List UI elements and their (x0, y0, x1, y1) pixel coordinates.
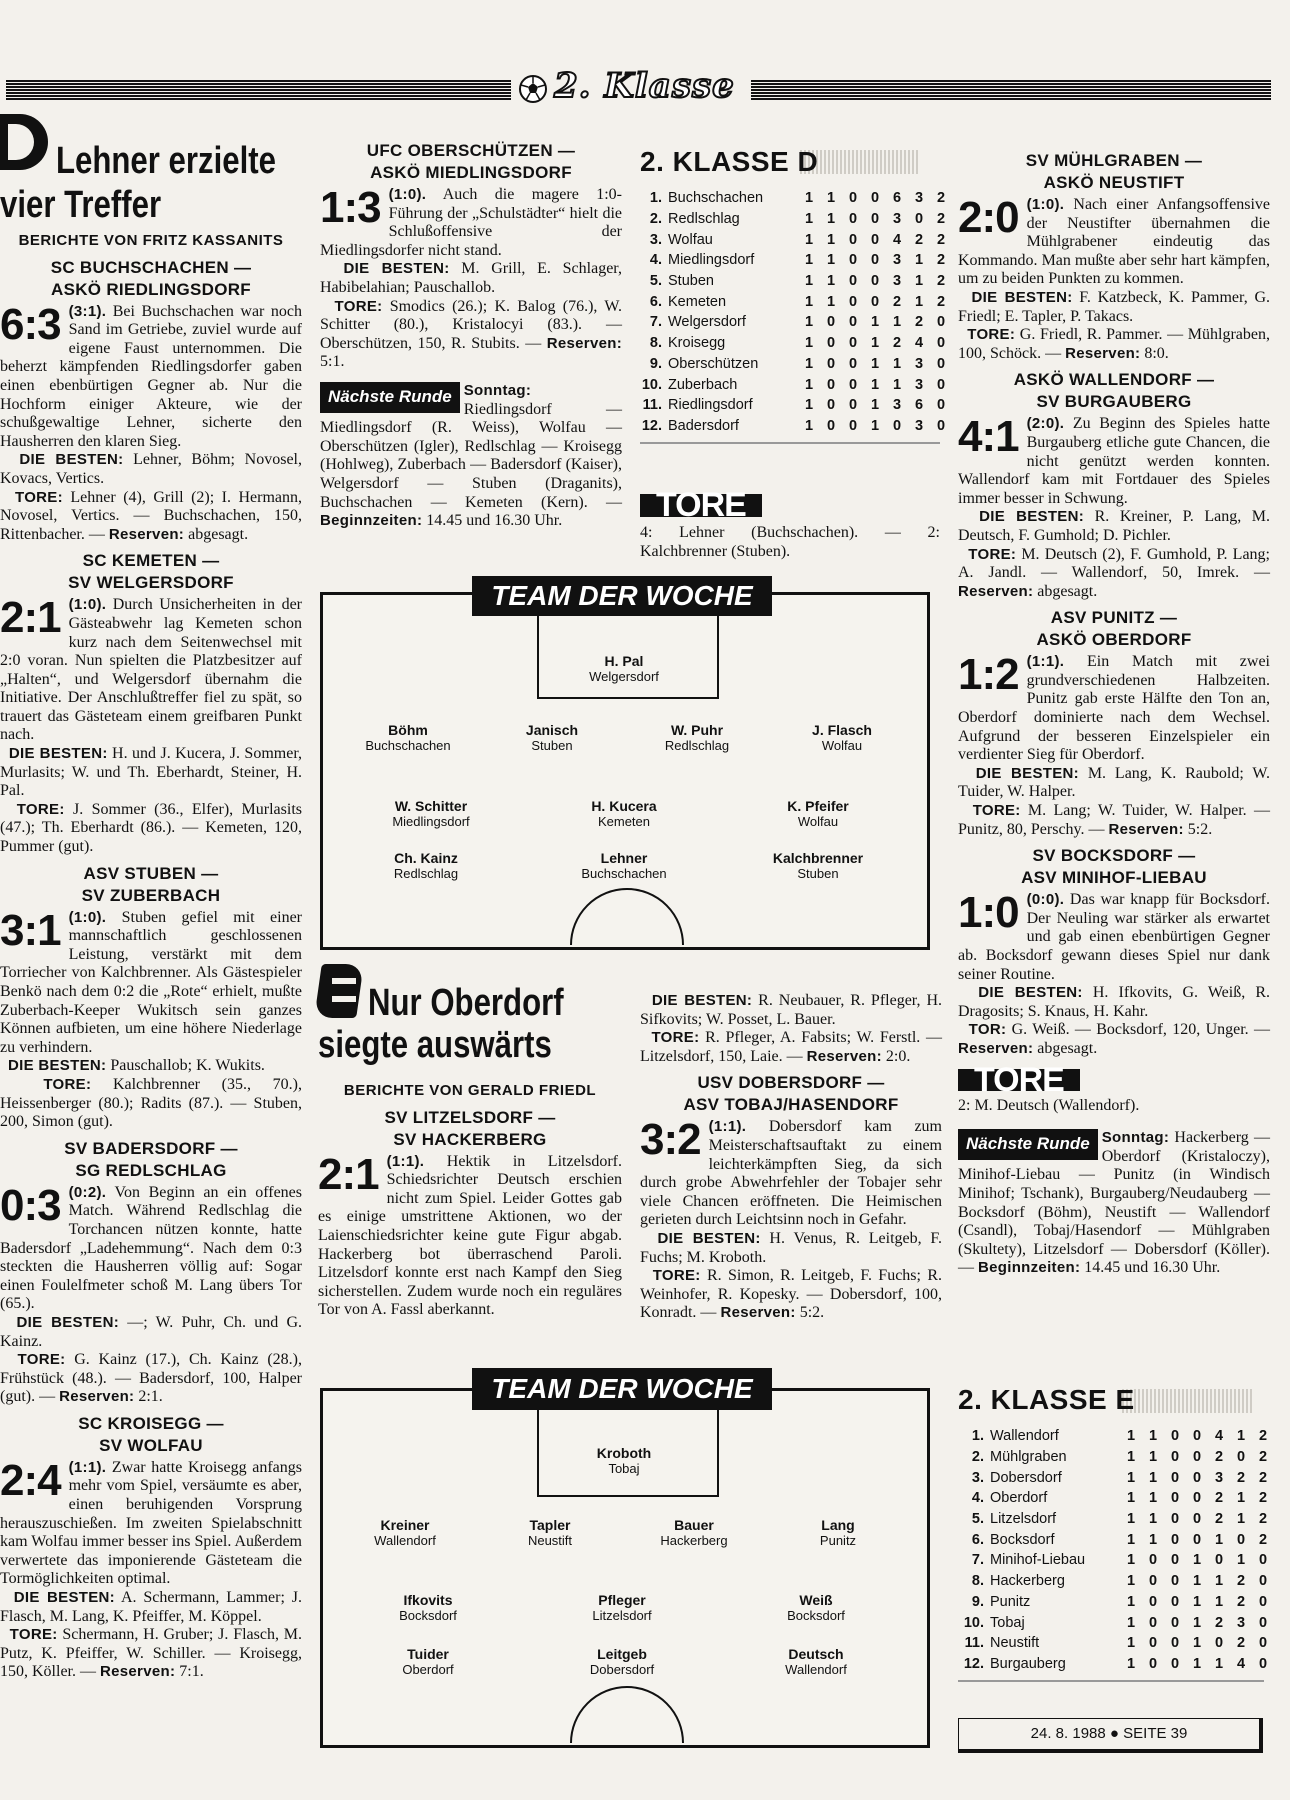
table-row: 5. Litzelsdorf 1 1 0 0 2 1 2 (971, 1511, 1268, 1528)
player: Janisch Stuben (525, 722, 579, 753)
game-report: SV MÜHLGRABEN — ASKÖ NEUSTIFT 2:0 (1:0). Nach einer Anfangsoffensive der Neustifter übernahmen die Mühlgrabener eindeutig das Kommando. Man mußte aber sehr hart kämpfen, um zu beiden Punkten zu kommen. DIE BESTEN: F. Katzbeck, K. Pammer, G. Friedl; E. Tapler, P. Takacs. TORE: G. Friedl, R. Pammer. — Mühlgraben, 100, Schöck. — Reserven: 8:0. (958, 151, 1270, 362)
match-teams: SC BUCHSCHACHEN — ASKÖ RIEDLINGSDORF (50, 257, 252, 299)
table-d-title: 2. KLASSE D (640, 146, 930, 178)
table-row: 8. Kroisegg 1 0 0 1 2 4 0 (649, 335, 946, 352)
match-score: 1:3 (320, 183, 381, 232)
player: Kreiner Wallendorf (374, 1517, 436, 1548)
team-of-week-field (320, 1388, 930, 1748)
table-row: 12. Badersdorf 1 0 0 1 0 3 0 (641, 417, 946, 434)
headline-line2: vier Treffer (0, 184, 162, 226)
page-footer (958, 1718, 1263, 1753)
issue-date: 24. 8. 1988 (1030, 1725, 1106, 1742)
player-goalkeeper: Kroboth Tobaj (596, 1445, 652, 1476)
game-report: ASKÖ WALLENDORF — SV BURGAUBERG 4:1 (2:0). Zu Beginn des Spieles hatte Burgauberg etliche gute Chancen, die nicht genützt werden konnten. Wallendorf kam mit Fortdauer des Spieles immer besser in Schwung. DIE BESTEN: R. Kreiner, P. Lang, M. Deutsch, F. Gumhold; D. Pichler. TORE: M. Deutsch (2), F. Gumhold, P. Lang; A. Jandl. — Wallendorf, 50, Imrek. — Reserven: abgesagt. (958, 370, 1270, 600)
player: Tuider Oberdorf (402, 1646, 454, 1677)
game-report: SC KEMETEN — SV WELGERSDORF 2:1 (1:0). Durch Unsicherheiten in der Gästeabwehr lag Kemeten schon kurz nach dem Seitenwechsel mit 2:0 voran. Nun spielten die Platzbesitzer auf „Halten“, und Welgersdorf übernahm die Initiative. Der Anschlußtreffer fiel zu spät, so trauert das Gästeteam einem greifbaren Punkt nach. DIE BESTEN: H. und J. Kucera, J. Sommer, Murlasits; W. und Th. Eberhardt, Steiner, H. Pal. TORE: J. Sommer (36., Elfer), Murlasits (47.); Th. Eberhardt (86.). — Kemeten, 120, Pummer (gut). (0, 551, 303, 856)
match-score: 3:2 (640, 1115, 701, 1165)
player: Lehner Buchschachen (581, 850, 667, 881)
player: W. Puhr Redlschlag (664, 722, 730, 753)
table-row: 1. Buchschachen 1 1 0 0 6 3 2 (649, 190, 946, 207)
table-row: 12. Burgauberg 1 0 0 1 1 4 0 (963, 1655, 1268, 1672)
table-e-rule (958, 1680, 1264, 1682)
match-teams: ASV PUNITZ — ASKÖ OBERDORF (1036, 608, 1192, 650)
table-row: 7. Welgersdorf 1 0 0 1 1 2 0 (649, 314, 946, 331)
game-report: ASV PUNITZ — ASKÖ OBERDORF 1:2 (1:1). Ein Match mit zwei grundverschiedenen Halbzeiten. Punitz gab erste Hälfte den Ton an, Oberdorf dominierte nach dem Wechsel. Aufgrund der besseren Einzelspieler ein verdienter Sieg für Oberdorf. DIE BESTEN: M. Lang, K. Raubold; W. Tuider, W. Halper. TORE: M. Lang; W. Tuider, W. Halper. — Punitz, 80, Perschy. — Reserven: 5:2. (958, 608, 1271, 838)
player: Ch. Kainz Redlschlag (393, 850, 459, 881)
match-score: 2:4 (0, 1455, 61, 1505)
section-title: 2. Klasse (554, 66, 735, 106)
table-row: 10. Tobaj 1 0 0 1 2 3 0 (963, 1614, 1268, 1631)
middle-right-column: DIE BESTEN: R. Neubauer, R. Pfleger, H. Sifkovits; W. Posset, L. Bauer. TORE: R. Pfleger, A. Fabsits; W. Ferstl. — Litzelsdorf, 150, Laie. — Reserven: 2:0. USV DOBERSDORF — ASV TOBAJ/HASENDORF 3:2 (1:1). Dobersdorf kam zum Meisterschaftsauftakt zu einem leichterkämpften Sieg, da sich durch grobe Abwehrfehler der Tobajer sehr viele Chancen eröffneten. Die Heimischen gerieten durch Leichtsinn noch in Gefahr. DIE BESTEN: H. Venus, R. Leitgeb, F. Fuchs; M. Kroboth. TORE: R. Simon, R. Leitgeb, F. Fuchs; R. Weinhofer, R. Kopesky. — Dobersdorf, 100, Konradt. — Reserven: 5:2. (640, 992, 943, 1322)
game-report: SV BOCKSDORF — ASV MINIHOF-LIEBAU 1:0 (0:0). Das war knapp für Bocksdorf. Der Neuling war stärker als erwartet und gab einen ebenbürtigen Gegner ab. Bocksdorf gewann dieses Spiel nur dank seiner Routine. DIE BESTEN: H. Ifkovits, G. Weiß, R. Dragosits; S. Knaus, H. Kahr. TOR: G. Weiß. — Bocksdorf, 120, Unger. — Reserven: abgesagt. (958, 846, 1271, 1057)
match-teams: SV MÜHLGRABEN — ASKÖ NEUSTIFT (1025, 151, 1203, 192)
table-row: 3. Dobersdorf 1 1 0 0 3 2 2 (971, 1469, 1268, 1486)
table-row: 8. Hackerberg 1 0 0 1 1 2 0 (971, 1573, 1268, 1590)
next-round: Nächste Runde Sonntag: Riedlingsdorf — Miedlingsdorf (R. Weiss), Wolfau — Oberschützen (Igler), Redlschlag — Kroisegg (Hohlweg), Zuberbach — Badersdorf (Kaiser), Welgersdorf — Stuben (Draganits), Buchschachen — Kemeten (Kern). — Beginnzeiten: 14.45 und 16.30 Uhr. (320, 381, 622, 530)
next-round-badge: Nächste Runde (958, 1129, 1098, 1160)
game-report: SV LITZELSDORF — SV HACKERBERG 2:1 (1:1). Hektik in Litzelsdorf. Schiedsrichter Deutsch erschien nicht zum Spiel. Leider Gottes gab es einige umstrittene Aktionen, wo der Laienschiedsrichter keine gute Figur abgab. Hackerberg bot überraschend Paroli. Litzelsdorf konnte erst nach Kampf den Sieg sicherstellen. Zudem wurde noch ein reguläres Tor von A. Fassl aberkannt. (318, 1107, 622, 1319)
team-of-week-field (320, 592, 930, 950)
soccer-ball-icon (518, 74, 548, 104)
table-row: 11. Riedlingsdorf 1 0 0 1 3 6 0 (642, 397, 946, 414)
standings-table-e (962, 1426, 1274, 1674)
standings-table-d (640, 188, 952, 436)
player: Bauer Hackerberg (660, 1517, 728, 1548)
bullet-separator: ● (1109, 1725, 1124, 1742)
match-teams: SV BADERSDORF — SG REDLSCHLAG (64, 1138, 238, 1180)
player: W. Schitter Miedlingsdorf (392, 798, 470, 829)
table-row: 3. Wolfau 1 1 0 0 4 2 2 (649, 231, 946, 248)
header-rule-right (751, 80, 1271, 100)
table-d-rule (640, 442, 940, 444)
tore-badge: TORE (958, 1069, 1080, 1092)
match-score: 0:3 (0, 1180, 61, 1230)
table-row: 10. Zuberbach 1 0 0 1 1 3 0 (641, 376, 946, 393)
table-row: 11. Neustift 1 0 0 1 0 2 0 (964, 1635, 1268, 1652)
match-score: 1:2 (958, 650, 1019, 700)
player: Lang Punitz (819, 1517, 857, 1548)
player: K. Pfeifer Wolfau (787, 798, 849, 829)
player: Böhm Buchschachen (365, 722, 451, 753)
dropcap-e-inner2 (332, 996, 356, 1002)
table-row: 5. Stuben 1 1 0 0 3 1 2 (649, 273, 946, 290)
right-column (958, 150, 1270, 1278)
penalty-arc-bottom (567, 883, 687, 945)
table-row: 9. Oberschützen 1 0 0 1 1 3 0 (649, 355, 946, 372)
player: H. Kucera Kemeten (591, 798, 657, 829)
player-goalkeeper: H. Pal Welgersdorf (589, 653, 659, 684)
match-teams: SC KROISEGG — SV WOLFAU (78, 1413, 224, 1455)
middle-bottom-column (318, 962, 622, 1320)
headline-line1: Nur Oberdorf (368, 982, 564, 1024)
match-teams: SV BOCKSDORF — ASV MINIHOF-LIEBAU (1021, 846, 1207, 888)
headline-line2: siegte auswärts (318, 1024, 552, 1066)
player: Tapler Neustift (527, 1517, 573, 1548)
table-row: 1. Wallendorf 1 1 0 0 4 1 2 (971, 1428, 1268, 1445)
player: Pfleger Litzelsdorf (592, 1592, 652, 1623)
player: Deutsch Wallendorf (785, 1646, 847, 1677)
tore-badge: TORE (640, 494, 762, 517)
match-score: 1:0 (958, 888, 1019, 938)
table-row: 6. Bocksdorf 1 1 0 0 1 0 2 (971, 1531, 1268, 1548)
tore-e: TORE 2: M. Deutsch (Wallendorf). (958, 1060, 1140, 1114)
match-score: 2:1 (0, 593, 61, 643)
player: J. Flasch Wolfau (812, 722, 872, 753)
page-number: SEITE 39 (1123, 1725, 1188, 1742)
game-report: USV DOBERSDORF — ASV TOBAJ/HASENDORF 3:2 (1:1). Dobersdorf kam zum Meisterschaftsauftakt zu einem leichterkämpften Sieg, da sich durch grobe Abwehrfehler der Tobajer sehr viele Chancen eröffneten. Die Heimischen gerieten durch Leichtsinn noch in Gefahr. DIE BESTEN: H. Venus, R. Leitgeb, F. Fuchs; M. Kroboth. TORE: R. Simon, R. Leitgeb, F. Fuchs; R. Weinhofer, R. Kopesky. — Dobersdorf, 100, Konradt. — Reserven: 5:2. (640, 1073, 943, 1322)
team-of-week-title: TEAM DER WOCHE (472, 576, 772, 616)
match-teams: ASV STUBEN — SV ZUBERBACH (81, 863, 221, 905)
player: Kalchbrenner Stuben (772, 850, 864, 881)
match-teams: USV DOBERSDORF — ASV TOBAJ/HASENDORF (683, 1073, 899, 1115)
table-row: 4. Oberdorf 1 1 0 0 2 1 2 (971, 1490, 1268, 1507)
dropcap-e-inner (332, 978, 356, 984)
byline: BERICHTE VON GERALD FRIEDL (343, 1082, 597, 1099)
player: Weiß Bocksdorf (787, 1592, 845, 1623)
penalty-arc-bottom (567, 1681, 687, 1743)
table-row: 6. Kemeten 1 1 0 0 2 1 2 (649, 293, 946, 310)
left-column (0, 112, 302, 1682)
player: Ifkovits Bocksdorf (399, 1592, 457, 1623)
game-report: SC BUCHSCHACHEN — ASKÖ RIEDLINGSDORF 6:3 (3:1). Bei Buchschachen war noch Sand im Getriebe, zuviel wurde auf eigene Faust unternommen. Die beherzt kämpfenden Riedlingsdorfer gaben einen ebenbürtigen Gegner ab. Nur die Hochform einiger Akteure, wie der schußgewaltige Lehner, sicherte den Hausherren den klaren Sieg. DIE BESTEN: Lehner, Böhm; Novosel, Kovacs, Vertics. TORE: Lehner (4), Grill (2); I. Hermann, Novosel, Vertics. — Buchschachen, 150, Rittenbacher. — Reserven: abgesagt. (0, 257, 303, 543)
match-teams: SC KEMETEN — SV WELGERSDORF (68, 551, 234, 593)
middle-top-column (320, 140, 622, 531)
match-score: 2:1 (318, 1149, 379, 1199)
title-shading (1122, 1389, 1252, 1413)
game-report: SC KROISEGG — SV WOLFAU 2:4 (1:1). Zwar hatte Kroisegg anfangs mehr vom Spiel, versäumte es aber, einen beruhigenden Vorsprung herauszuschießen. Im zweiten Spielabschnitt kam Wolfau immer besser ins Spiel. Außerdem verwertete das imponierende Gästeteam die Tormöglichkeiten optimal. DIE BESTEN: A. Schermann, Lammer; J. Flasch, M. Lang, K. Pfeiffer, M. Köppel. TORE: Schermann, H. Gruber; J. Flasch, M. Putz, K. Pfeiffer, W. Schiller. — Kroisegg, 150, Köller. — Reserven: 7:1. (0, 1413, 303, 1681)
table-row: 2. Mühlgraben 1 1 0 0 2 0 2 (971, 1449, 1268, 1466)
table-row: 7. Minihof-Liebau 1 0 0 1 0 1 0 (971, 1552, 1268, 1569)
match-score: 2:0 (958, 193, 1019, 242)
section-header (6, 66, 1262, 106)
game-report: UFC OBERSCHÜTZEN — ASKÖ MIEDLINGSDORF 1:3 (1:0). Auch die magere 1:0-Führung der „Schulstädter“ hielt die Schlußoffensive der Miedlingsdorfer nicht stand. DIE BESTEN: M. Grill, E. Schlager, Habibelahian; Pauschallob. TORE: Smodics (26.); K. Balog (76.), W. Schitter (80.), Kristalocyi (83.). — Oberschützen, 150, R. Stubits. — Reserven: 5:1. (320, 141, 622, 371)
table-row: 2. Redlschlag 1 1 0 0 3 0 2 (649, 211, 946, 228)
byline: BERICHTE VON FRITZ KASSANITS (18, 232, 284, 249)
match-teams: SV LITZELSDORF — SV HACKERBERG (384, 1107, 556, 1149)
game-report: ASV STUBEN — SV ZUBERBACH 3:1 (1:0). Stuben gefiel mit einer mannschaftlich geschlossenen Leistung, verstärkt mit dem Torriecher von Kalchbrenner. Als Gästespieler Benkö nach dem 0:2 die „Rote“ erhielt, mußte Zuberbach-Keeper Wukitsch sein ganzes Können aufbieten, um eine höhere Niederlage zu verhindern. DIE BESTEN: Pauschallob; K. Wukits. TORE: Kalchbrenner (35., 70.), Heissenberger (80.); Radits (87.). — Stuben, 200, Simon (gut). (0, 863, 303, 1131)
match-score: 6:3 (0, 299, 61, 349)
header-rule-left (6, 80, 511, 100)
match-teams: ASKÖ WALLENDORF — SV BURGAUBERG (1013, 370, 1215, 412)
game-report: SV BADERSDORF — SG REDLSCHLAG 0:3 (0:2). Von Beginn an ein offenes Match. Während Redlschlag die Torchancen nützen konnte, hatte Badersdorf „Ladehemmung“. Nach dem 0:3 steckten die Hausherren völlig auf: Sogar einen Foulelfmeter schoß M. Lang übers Tor (65.). DIE BESTEN: —; W. Puhr, Ch. und G. Kainz. TORE: G. Kainz (17.), Ch. Kainz (28.), Frühstück (48.). — Badersdorf, 100, Halper (gut). — Reserven: 2:1. (0, 1138, 303, 1406)
tore-d: TORE 4: Lehner (Buchschachen). — 2: Kalchbrenner (Stuben). (640, 486, 940, 560)
table-e-title: 2. KLASSE E (958, 1384, 1258, 1418)
table-row: 9. Punitz 1 0 0 1 1 2 0 (971, 1593, 1268, 1610)
headline-line1: Lehner erzielte (56, 140, 276, 182)
next-round-badge: Nächste Runde (320, 382, 460, 413)
table-row: 4. Miedlingsdorf 1 1 0 0 3 1 2 (649, 252, 946, 269)
match-teams: UFC OBERSCHÜTZEN — ASKÖ MIEDLINGSDORF (366, 141, 576, 182)
next-round: Nächste Runde Sonntag: Hackerberg — Oberdorf (Kristaloczy), Minihof-Liebau — Punitz (in Windisch Minihof; Tschank), Burgauberg/Neudauberg — Bocksdorf (Böhm), Neustift — Wallendorf (Csandl), Tobaj/Hasendorf — Mühlgraben (Skultety), Litzelsdorf — Dobersdorf (Köller). — Beginnzeiten: 14.45 und 16.30 Uhr. (958, 1129, 1270, 1277)
team-of-week-title: TEAM DER WOCHE (472, 1368, 772, 1410)
match-score: 3:1 (0, 905, 61, 955)
dropcap-e (314, 964, 364, 1018)
player: Leitgeb Dobersdorf (589, 1646, 655, 1677)
match-score: 4:1 (958, 412, 1019, 462)
